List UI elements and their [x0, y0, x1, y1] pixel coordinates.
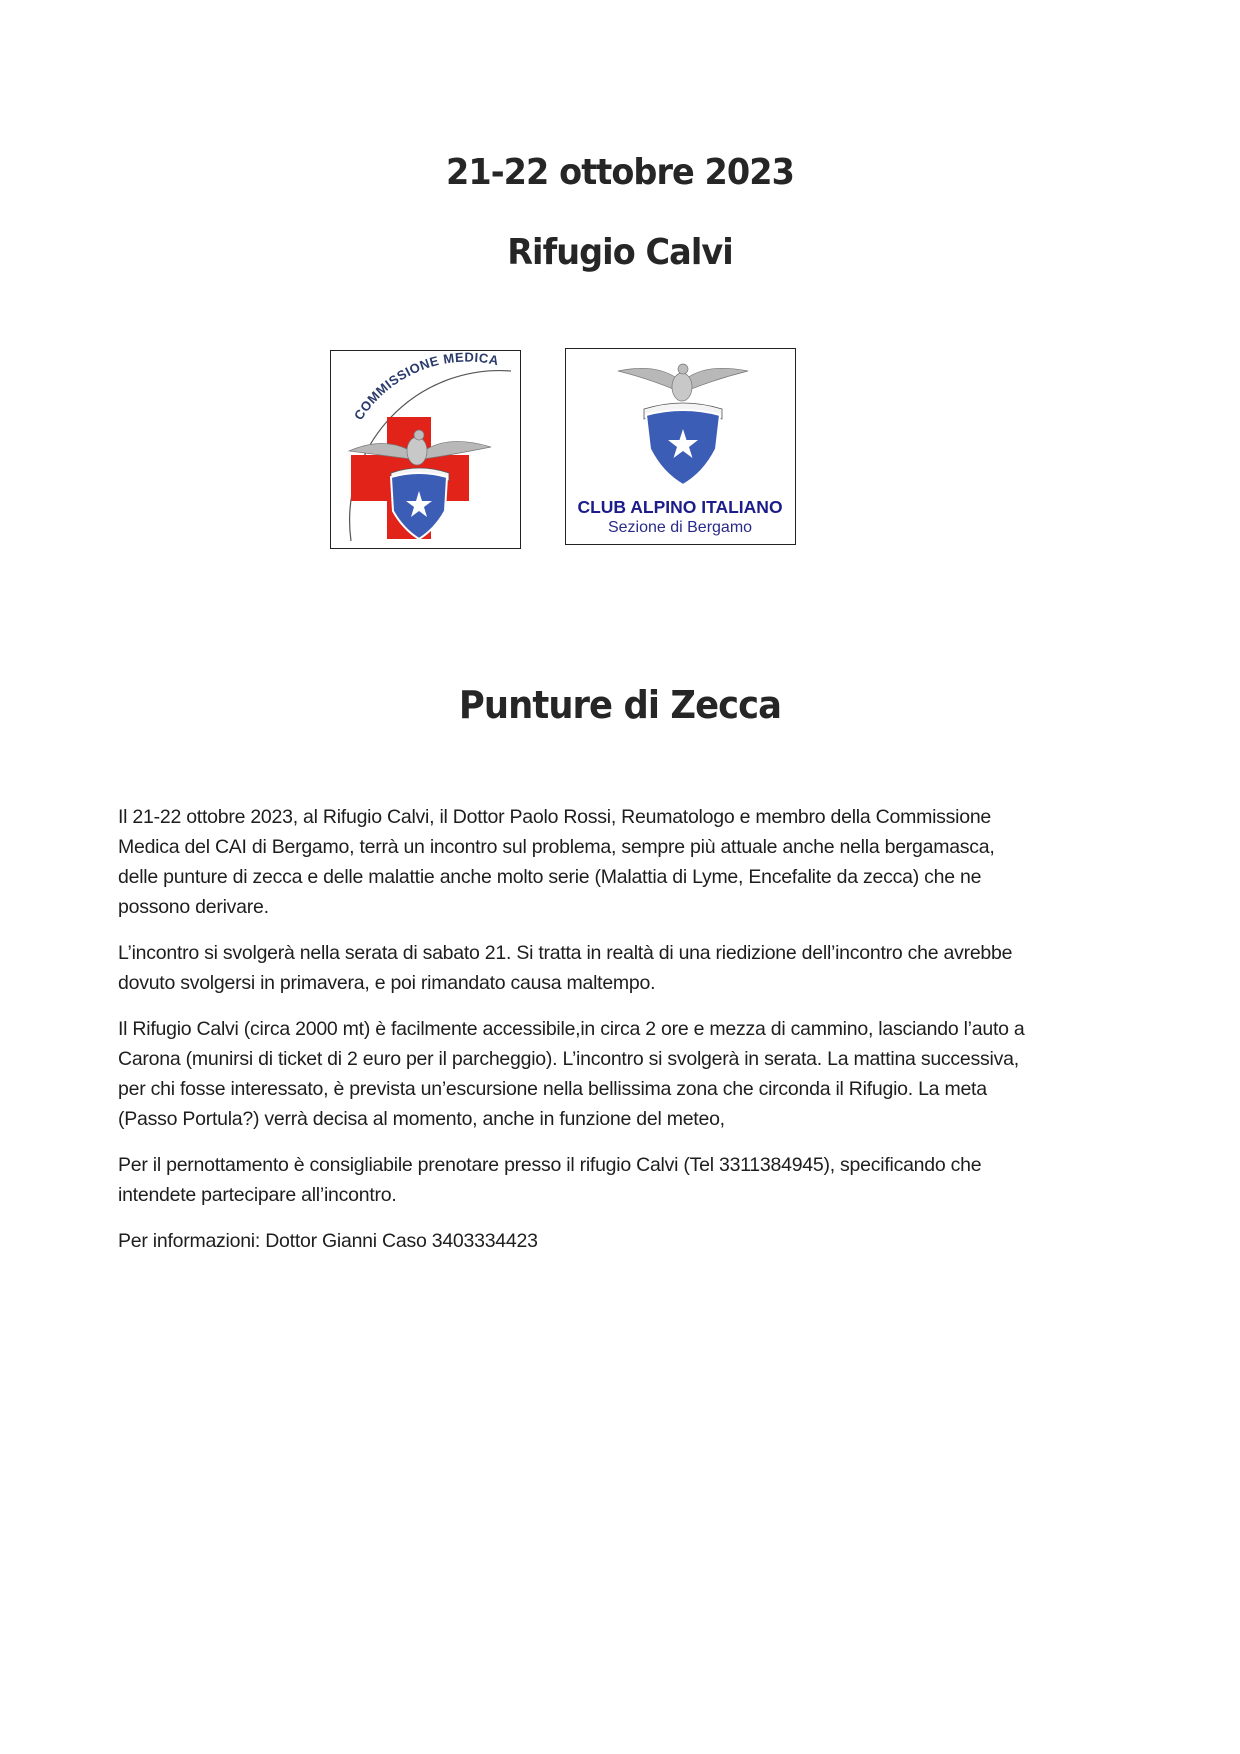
paragraph-info-contact: [118, 1226, 538, 1256]
text-line: intendete partecipare all’incontro.: [118, 1184, 397, 1206]
paragraph-schedule: [118, 938, 1012, 998]
text-line: Il Rifugio Calvi (circa 2000 mt) è facilmente accessibile,in circa 2 ore e mezza di cammino, lasciando l’auto a: [118, 1018, 1025, 1040]
text-line: Per informazioni: Dottor Gianni Caso 3403334423: [118, 1230, 538, 1252]
text-line: Carona (munirsi di ticket di 2 euro per il parcheggio). L’incontro si svolgerà in serata. La mattina successiva,: [118, 1048, 1019, 1070]
text-line: Per il pernottamento è consigliabile prenotare presso il rifugio Calvi (Tel 3311384945), specificando che: [118, 1154, 982, 1176]
text-line: (Passo Portula?) verrà decisa al momento, anche in funzione del meteo,: [118, 1108, 725, 1130]
text-line: Il 21-22 ottobre 2023, al Rifugio Calvi, il Dottor Paolo Rossi, Reumatologo e membro della Commissione: [118, 806, 992, 828]
paragraph-access: [118, 1014, 1024, 1134]
cai-emblem-icon: [566, 349, 794, 543]
commissione-medica-emblem-icon: [331, 351, 519, 547]
text-line: dovuto svolgersi in primavera, e poi rimandato causa maltempo.: [118, 972, 656, 994]
eagle-icon: [618, 364, 748, 401]
text-line: Medica del CAI di Bergamo, terrà un incontro sul problema, sempre più attuale anche nella bergamasca,: [118, 836, 995, 858]
text-line: delle punture di zecca e delle malattie anche molto serie (Malattia di Lyme, Encefalite da zecca) che ne: [118, 866, 982, 888]
text-line: L’incontro si svolgerà nella serata di sabato 21. Si tratta in realtà di una riedizione dell’incontro che avrebbe: [118, 942, 1013, 964]
cai-bergamo-logo: [565, 348, 796, 545]
event-date-title: 21-22 ottobre 2023: [445, 152, 795, 193]
text-line: per chi fosse interessato, è prevista un’escursione nella bellissima zona che circonda il Rifugio. La meta: [118, 1078, 987, 1100]
text-line: possono derivare.: [118, 896, 269, 918]
cai-title-text: CLUB ALPINO ITALIANO: [577, 497, 783, 517]
cai-subtitle-text: Sezione di Bergamo: [607, 519, 753, 536]
commissione-arc-text: COMMISSIONE MEDICA: [350, 351, 501, 423]
paragraph-overnight: [118, 1150, 981, 1210]
paragraph-intro: [118, 802, 995, 922]
commissione-medica-logo: [330, 350, 521, 549]
main-heading: Punture di Zecca: [458, 683, 782, 727]
event-location-title: Rifugio Calvi: [507, 232, 733, 273]
